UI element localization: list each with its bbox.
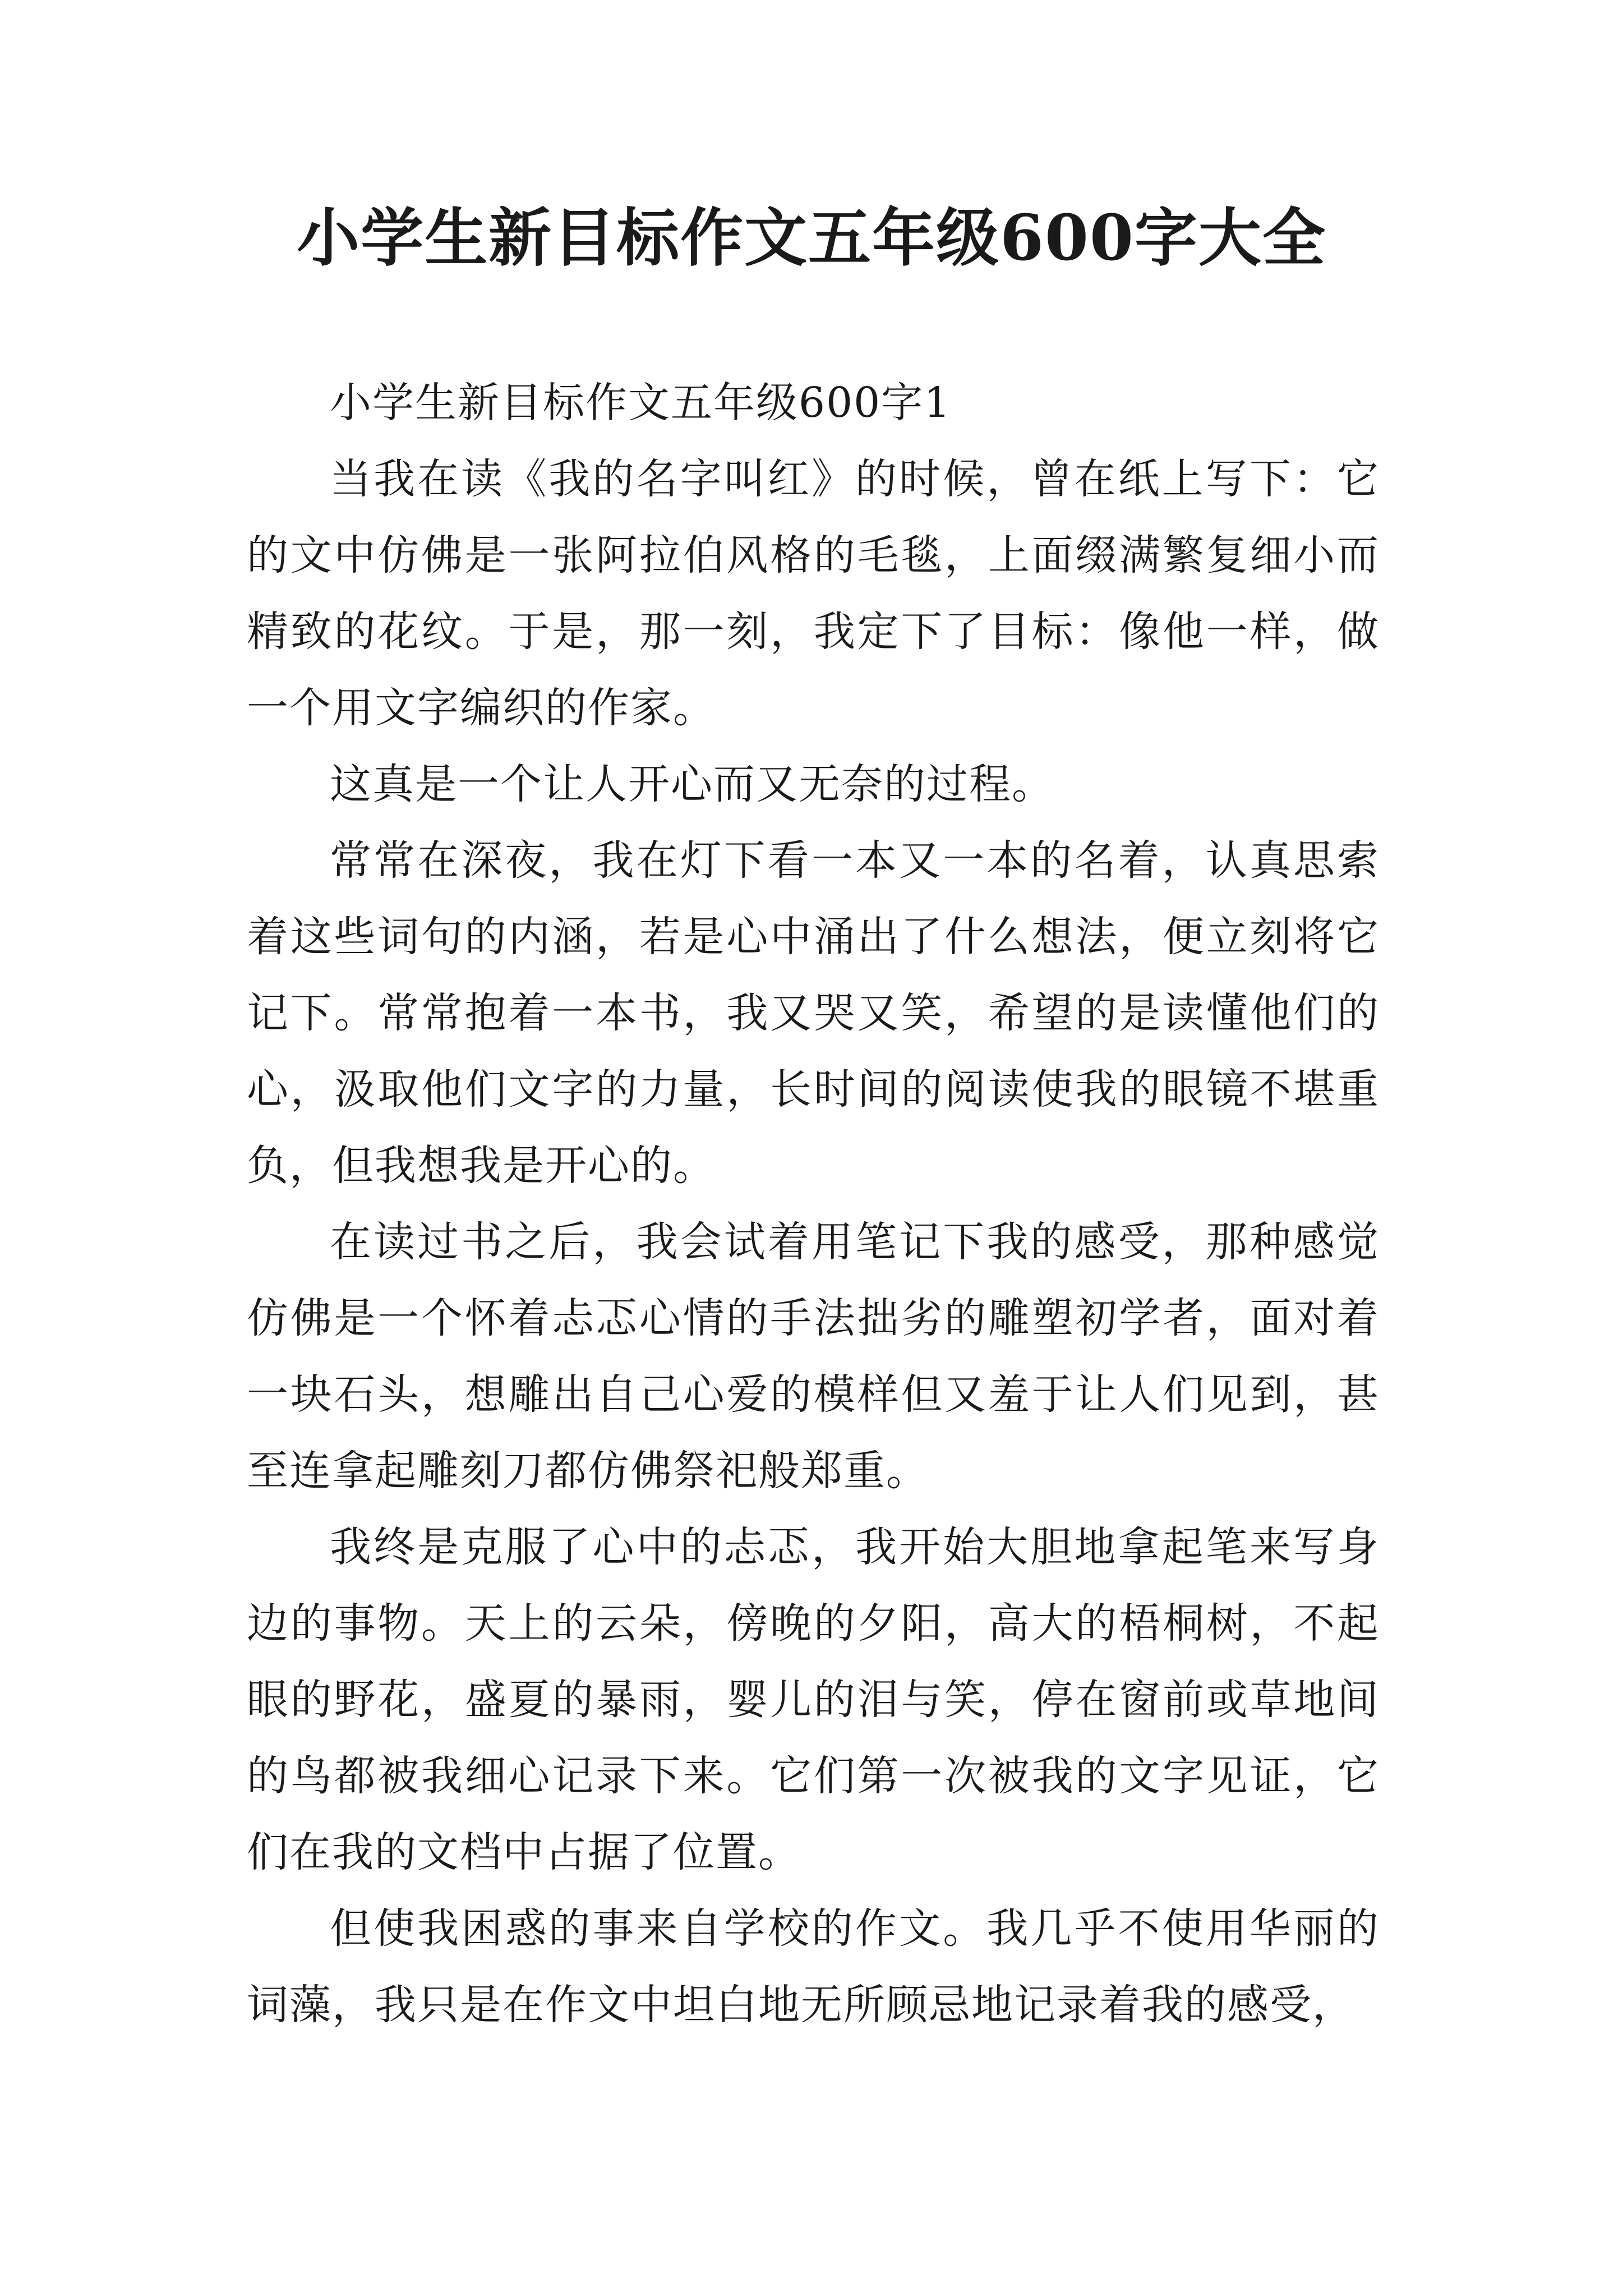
paragraph: 这真是一个让人开心而又无奈的过程。 (330, 760, 1054, 808)
paragraph: 但使我困惑的事来自学校的作文。我几乎不使用华丽的词藻，我只是在作文中坦白地无所顾忌地记录着我的感受， (247, 1904, 1380, 2029)
document-title: 小学生新目标作文五年级600字大全 (297, 201, 1326, 275)
paragraph: 常常在深夜，我在灯下看一本又一本的名着，认真思索着这些词句的内涵，若是心中涌出了什么想法，便立刻将它记下。常常抱着一本书，我又哭又笑，希望的是读懂他们的心，汲取他们文字的力量，长时间的阅读使我的眼镜不堪重负，但我想我是开心的。 (247, 836, 1380, 1190)
paragraph: 我终是克服了心中的忐忑，我开始大胆地拿起笔来写身边的事物。天上的云朵，傍晚的夕阳，高大的梧桐树，不起眼的野花，盛夏的暴雨，婴儿的泪与笑，停在窗前或草地间的鸟都被我细心记录下来。它们第一次被我的文字见证，它们在我的文档中占据了位置。 (247, 1523, 1380, 1876)
document-body (247, 365, 1380, 2043)
paragraph: 在读过书之后，我会试着用笔记下我的感受，那种感觉仿佛是一个怀着忐忑心情的手法拙劣的雕塑初学者，面对着一块石头，想雕出自己心爱的模样但又羞于让人们见到，甚至连拿起雕刻刀都仿佛祭祀般郑重。 (247, 1218, 1380, 1495)
section-heading: 小学生新目标作文五年级600字1 (330, 379, 952, 427)
paragraph: 当我在读《我的名字叫红》的时候，曾在纸上写下：它的文中仿佛是一张阿拉伯风格的毛毯，上面缀满繁复细小而精致的花纹。于是，那一刻，我定下了目标：像他一样，做一个用文字编织的作家。 (247, 455, 1380, 732)
